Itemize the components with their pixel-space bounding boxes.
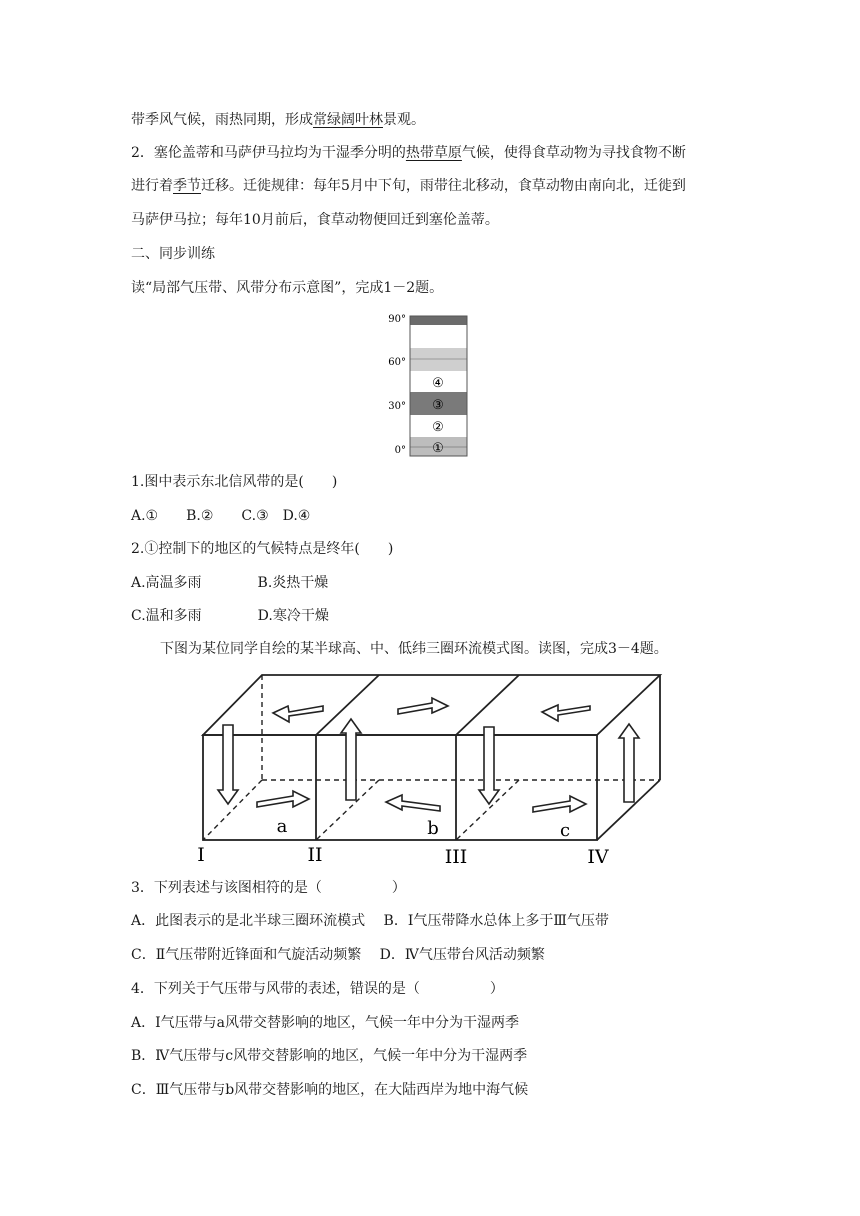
band-label-4: ④ (432, 376, 444, 391)
wind-label-c: c (559, 820, 571, 841)
surface-arrow-a (257, 791, 309, 807)
intro-paragraph-1 (131, 110, 425, 130)
band-polar-easterlies (410, 325, 467, 348)
question-4-option-c: C．Ⅲ气压带与b风带交替影响的地区，在大陆西岸为地中海气候 (131, 1082, 529, 1098)
surface-arrow-c (533, 796, 586, 812)
text: 迁移。迁徙规律：每年5月中下旬，雨带往北移动，食草动物由南向北，迁徙到 (201, 178, 686, 194)
question-4-stem: 4．下列关于气压带与风带的表述，错误的是（ ） (131, 981, 504, 997)
ascending-arrow-IV (619, 724, 639, 802)
band-label-1: ① (432, 441, 444, 456)
underlined-term: 常绿阔叶林 (313, 112, 383, 128)
belt-label-I: I (197, 844, 205, 866)
text: 气候，使得食草动物为寻找食物不断 (461, 145, 686, 161)
wind-label-a: a (276, 816, 288, 837)
top-arrow-a-cell (273, 706, 323, 722)
ascending-arrow-II (341, 719, 361, 800)
text: 景观。 (383, 112, 425, 128)
group2-instruction: 下图为某位同学自绘的某半球高、中、低纬三圈环流模式图。读图，完成3－4题。 (160, 641, 668, 657)
lat-label-60: 60° (388, 357, 406, 368)
question-2-options-row2: C.温和多雨 D.寒冷干燥 (131, 608, 329, 624)
intro-paragraph-4: 马萨伊马拉；每年10月前后，食草动物便回迁到塞伦盖蒂。 (131, 212, 499, 228)
intro-paragraph-3 (131, 176, 686, 196)
question-4-option-b: B．Ⅳ气压带与c风带交替影响的地区，气候一年中分为干湿两季 (131, 1048, 528, 1064)
band-label-2: ② (432, 420, 444, 435)
band-polar-high (410, 316, 467, 325)
lat-label-0: 0° (394, 445, 406, 456)
belt-label-III: III (444, 846, 468, 868)
question-2-stem: 2.①控制下的地区的气候特点是终年( ) (131, 541, 394, 557)
top-arrow-b-cell (398, 698, 448, 714)
question-3-options-row2: C．Ⅱ气压带附近锋面和气旋活动频繁 D．Ⅳ气压带台风活动频繁 (131, 947, 545, 963)
text: 带季风气候，雨热同期，形成 (131, 112, 313, 128)
three-cell-circulation-figure (190, 665, 670, 870)
section-heading: 二、同步训练 (131, 246, 215, 262)
band-label-3: ③ (432, 398, 444, 413)
belt-label-IV: IV (587, 846, 609, 868)
descending-arrow-III (479, 727, 499, 804)
group1-instruction: 读“局部气压带、风带分布示意图”，完成1－2题。 (131, 280, 444, 296)
lat-label-90: 90° (388, 314, 406, 325)
text: 进行着 (131, 178, 173, 194)
underlined-term: 季节 (173, 178, 201, 194)
question-2-options-row1: A.高温多雨 B.炎热干燥 (131, 575, 329, 591)
intro-paragraph-2 (131, 143, 686, 163)
pressure-wind-belt-figure (380, 312, 480, 460)
surface-arrow-b (386, 795, 440, 811)
question-3-options-row1: A．此图表示的是北半球三圈环流模式 B．Ⅰ气压带降水总体上多于Ⅲ气压带 (131, 913, 609, 929)
underlined-term: 热带草原 (405, 145, 462, 161)
circulation-arrows (218, 698, 639, 812)
top-arrow-c-cell (542, 705, 590, 721)
wind-label-b: b (427, 818, 439, 839)
text: 2．塞伦盖蒂和马萨伊马拉均为干湿季分明的 (131, 145, 406, 161)
lat-label-30: 30° (388, 401, 406, 412)
question-1-stem: 1.图中表示东北信风带的是( ) (131, 474, 338, 490)
descending-arrow-I (218, 725, 238, 804)
belt-label-II: II (307, 844, 323, 866)
question-4-option-a: A．Ⅰ气压带与a风带交替影响的地区，气候一年中分为干湿两季 (131, 1015, 519, 1031)
question-1-options: A.① B.② C.③ D.④ (131, 508, 311, 524)
question-3-stem: 3．下列表述与该图相符的是（ ） (131, 880, 406, 896)
